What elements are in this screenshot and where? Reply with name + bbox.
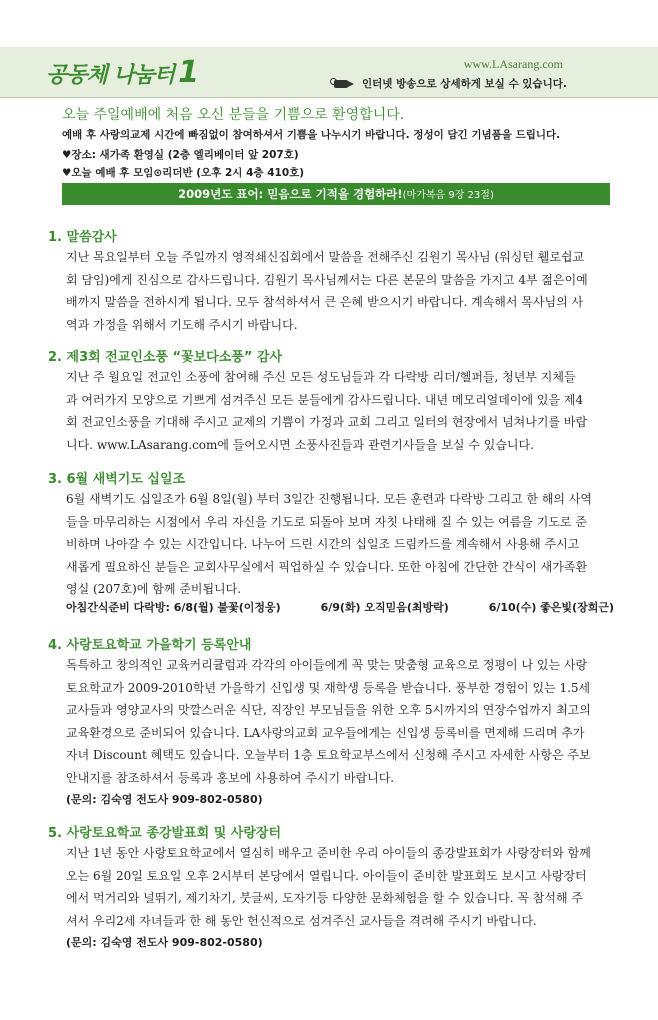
welcome-headline: 오늘 주일예배에 처음 오신 분들을 기쁨으로 환영합니다. xyxy=(62,107,405,123)
section-1-title: 1. 말씀감사 xyxy=(48,230,117,245)
text-line: 지난 주 월요일 전교인 소풍에 참여해 주신 모든 성도님들과 각 다락방 리더/헬퍼들, 청년부 지체들 xyxy=(66,370,576,384)
text-line: 에서 먹거리와 널뛰기, 제기차기, 붓글씨, 도자기등 다양한 문화체험을 할 수 있습니다. 꼭 참석해 주 xyxy=(66,891,583,905)
text-line: 역과 가정을 위해서 기도해 주시기 바랍니다. xyxy=(66,317,298,332)
section-2-title: 2. 제3회 전교인소풍 “꽃보다소풍” 감사 xyxy=(48,350,283,365)
text-line: 토요학교가 2009-2010학년 가을학기 신입생 및 재학생 등록을 받습니다. 풍부한 경험이 있는 1.5세 xyxy=(66,680,591,695)
welcome-info-line: 예배 후 사랑의교제 시간에 빠짐없이 참여하셔서 기쁨을 나누시기 바랍니다. 정성이 담긴 기념품을 드립니다. xyxy=(62,129,561,141)
text-line: 안내지를 참조하셔서 등록과 홍보에 사용하여 주시기 바랍니다. xyxy=(66,770,395,785)
schedule-item: 6/9(화) 오직믿음(최방락) xyxy=(320,601,449,614)
text-line: 6월 새벽기도 십일조가 6월 8일(월) 부터 3일간 진행됩니다. 모든 훈련과 다락방 그리고 한 해의 사역 xyxy=(66,492,593,506)
text-line: 영실 (207호)에 함께 준비됩니다. xyxy=(66,582,242,596)
motto-text: 2009년도 표어: 믿음으로 기적을 경험하라! xyxy=(178,187,403,201)
heading-text: 공동체 나눔터 xyxy=(46,63,175,88)
website-url[interactable]: www.LAsarang.com xyxy=(463,57,563,71)
section-3-title: 3. 6월 새벽기도 십일조 xyxy=(48,472,186,487)
section-4-title: 4. 사랑토요학교 가을학기 등록안내 xyxy=(48,638,252,653)
text-line: 회 전교인소풍을 기대해 주시고 교제의 기쁨이 가정과 교회 그리고 일터의 현장에서 넘쳐나기를 바랍 xyxy=(66,415,588,429)
text-line: 새롭게 필요하신 분들은 교회사무실에서 픽업하실 수 있습니다. 또한 아침에 간단한 간식이 새가족환 xyxy=(66,559,588,574)
text-line: 비하며 나아갈 수 있는 시간입니다. 나누어 드린 시간의 십일조 드림카드를 계속해서 사용해 주시고 xyxy=(66,537,580,551)
welcome-meeting-line: ♥오늘 예배 후 모임⊙리더반 (오후 2시 4층 410호) xyxy=(62,167,305,179)
broadcast-note xyxy=(330,76,567,91)
text-line: 자녀 Discount 혜택도 있습니다. 오늘부터 1층 토요학교부스에서 신청해 주시고 자세한 사항은 주보 xyxy=(66,748,591,762)
text-line: 셔서 우리2세 자녀들과 한 해 동안 헌신적으로 섬겨주신 교사들을 격려해 주시기 바랍니다. xyxy=(66,913,537,928)
text-line: 들을 마무리하는 시점에서 우리 자신을 기도로 되돌아 보며 자칫 나태해 질 수 있는 여름을 기도로 준 xyxy=(66,514,587,529)
text-line: 교육환경으로 준비되어 있습니다. LA사랑의교회 교우들에게는 신입생 등록비를 면제해 드리며 추가 xyxy=(66,725,585,740)
text-line: 지난 목요일부터 오늘 주일까지 영적쇄신집회에서 말씀을 전해주신 김원기 목사님 (워싱턴 휄로쉽교 xyxy=(66,250,585,264)
section-5-title: 5. 사랑토요학교 종강발표회 및 사랑장터 xyxy=(48,826,282,841)
heading-number: 1 xyxy=(178,55,199,90)
motto-banner xyxy=(62,183,610,205)
section-1-body xyxy=(66,246,612,336)
text-line: 니다. www.LAsarang.com에 들어오시면 소풍사진들과 관련기사들을 보실 수 있습니다. xyxy=(66,437,534,452)
schedule-item: 아침간식준비 다락방: 6/8(월) 불꽃(이정웅) xyxy=(66,601,281,614)
text-line: 독특하고 창의적인 교육커리큘럼과 각각의 아이들에게 꼭 맞는 맞춤형 교육으로 정평이 나 있는 사랑 xyxy=(66,658,588,672)
page-header xyxy=(0,47,658,98)
section-3-body xyxy=(66,488,612,601)
schedule-item: 6/10(수) 좋은빛(장희근) xyxy=(488,601,614,614)
section-heading xyxy=(46,55,198,90)
text-line: 과 여러가지 모양으로 기쁘게 섬겨주신 모든 분들에게 감사드립니다. 내년 메모리얼데이에 있을 제4 xyxy=(66,392,584,407)
broadcast-note-text: 인터넷 방송으로 상세하게 보실 수 있습니다. xyxy=(362,78,567,90)
text-line: 지난 1년 동안 사랑토요학교에서 열심히 배우고 준비한 우리 아이들의 종강발표회가 사랑장터와 함께 xyxy=(66,846,591,860)
section-5-body xyxy=(66,842,612,955)
text-line: 교사들과 영양교사의 맛깔스러운 식단, 직장인 부모님들을 위한 오후 5시까지의 연장수업까지 최고의 xyxy=(66,703,591,717)
text-line: 배까지 말씀을 전하시게 됩니다. 모두 참석하셔서 큰 은혜 받으시기 바랍니다. 계속해서 목사님의 사 xyxy=(66,295,584,309)
contact-info: (문의: 김숙영 전도사 909-802-0580) xyxy=(66,793,263,806)
video-camera-icon xyxy=(330,78,356,90)
motto-reference: (마가복음 9장 23절) xyxy=(402,190,494,201)
contact-info: (문의: 김숙영 전도사 909-802-0580) xyxy=(66,936,263,949)
text-line: 오는 6월 20일 토요일 오후 2시부터 본당에서 열립니다. 아이들이 준비한 발표회도 보시고 사랑장터 xyxy=(66,868,587,883)
section-2-body xyxy=(66,366,612,456)
welcome-location-line: ♥장소: 새가족 환영실 (2층 엘리베이터 앞 207호) xyxy=(62,149,299,161)
text-line: 회 담임)에게 진심으로 감사드립니다. 김원기 목사님께서는 다른 본문의 말씀을 가지고 4부 젊은이예 xyxy=(66,272,588,287)
snack-schedule xyxy=(66,599,614,615)
section-4-body xyxy=(66,654,612,812)
